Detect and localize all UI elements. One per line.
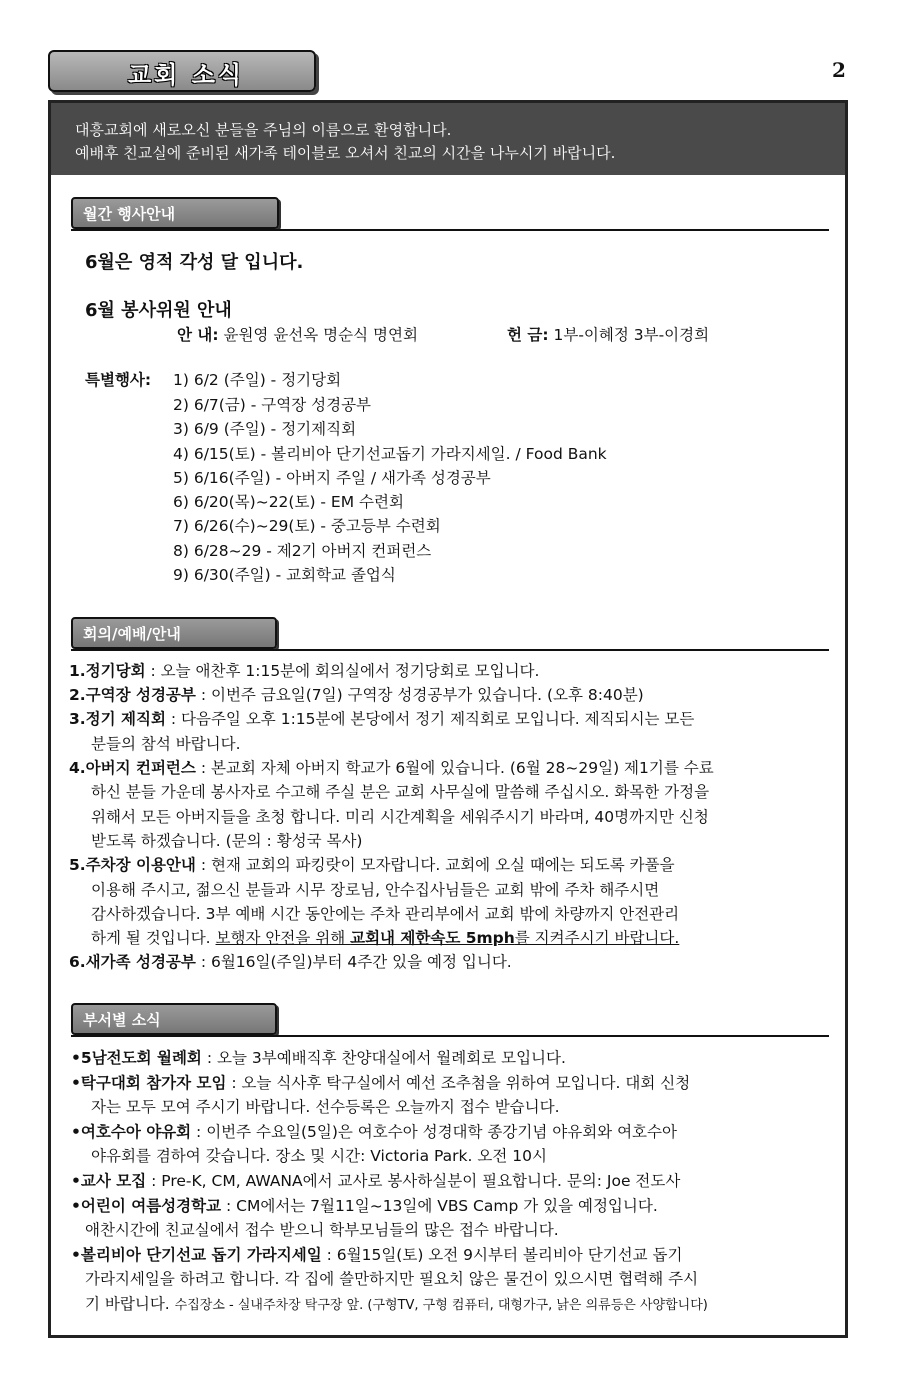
event-item: 2) 6/7(금) - 구역장 성경공부 xyxy=(173,396,372,414)
item-text: : 오늘 애찬후 1:15분에 회의실에서 정기당회로 모입니다. xyxy=(145,662,540,680)
dept-item-6-cont: 가라지세일을 하려고 합니다. 각 집에 쓸만하지만 필요치 않은 물건이 있으시면 협력해 주시 xyxy=(85,1270,699,1288)
dept-item-6-cont xyxy=(85,1294,708,1316)
item-text: : 본교회 자체 아버지 학교가 6월에 있습니다. (6월 28~29일) 제1기를 수료 xyxy=(195,759,714,777)
dept-item-5-cont: 애찬시간에 친교실에서 접수 받으니 학부모님들의 많은 접수 바랍니다. xyxy=(85,1221,559,1239)
item-title: •5남전도회 월례회 xyxy=(71,1049,202,1067)
dept-item-4 xyxy=(71,1171,680,1191)
section-rule xyxy=(71,649,829,651)
item-title: 2.구역장 성경공부 xyxy=(69,686,196,704)
item-text: : Pre-K, CM, AWANA에서 교사로 봉사하실분이 필요합니다. 문의: Joe 전도사 xyxy=(146,1172,681,1190)
monthly-headline: 6월은 영적 각성 달 입니다. xyxy=(85,252,304,273)
dept-item-2-cont: 자는 모두 모여 주시기 바랍니다. 선수등록은 오늘까지 접수 받습니다. xyxy=(91,1098,560,1116)
item-title: •어린이 여름성경학교 xyxy=(71,1197,222,1215)
item-text: : 현재 교회의 파킹랏이 모자랍니다. 교회에 오실 때에는 되도록 카풀을 xyxy=(195,856,675,874)
collection-note: 수집장소 - 실내주차장 탁구장 앞. (구형TV, 구형 컴퓨터, 대형가구, 낡은 의류등은 사양합니다) xyxy=(174,1298,708,1313)
event-item: 4) 6/15(토) - 볼리비아 단기선교돕기 가라지세일. / Food Bank xyxy=(173,445,607,463)
meeting-item-2 xyxy=(69,685,644,705)
special-events-label: 특별행사: xyxy=(85,371,152,389)
page-number: 2 xyxy=(832,58,846,82)
page-title: 교회 소식 xyxy=(128,61,245,89)
item-title: •탁구대회 참가자 모임 xyxy=(71,1074,227,1092)
item-title: 3.정기 제직회 xyxy=(69,710,166,728)
section-rule xyxy=(71,229,829,231)
welcome-banner xyxy=(51,103,845,175)
section-rule xyxy=(71,1035,829,1037)
meeting-item-5 xyxy=(69,855,675,875)
underlined-text: 보행자 안전을 위해 xyxy=(215,929,351,947)
dept-item-3-cont: 야유회를 겸하여 갖습니다. 장소 및 시간: Victoria Park. 오전 10시 xyxy=(91,1147,547,1165)
item-title: •볼리비아 단기선교 돕기 가라지세일 xyxy=(71,1246,322,1264)
dept-item-5 xyxy=(71,1196,658,1216)
event-item: 9) 6/30(주일) - 교회학교 졸업식 xyxy=(173,566,396,584)
meeting-item-4-cont: 위해서 모든 아버지들을 초청 합니다. 미리 시간계획을 세워주시기 바라며, 40명까지만 신청 xyxy=(91,808,709,826)
section-tab-departments xyxy=(71,1003,277,1035)
item-text: : 오늘 식사후 탁구실에서 예선 조추첨을 위하여 모입니다. 대회 신청 xyxy=(226,1074,691,1092)
offering-row xyxy=(507,325,709,345)
item-title: 4.아버지 컨퍼런스 xyxy=(69,759,196,777)
page-title-tab xyxy=(48,50,316,92)
event-item: 6) 6/20(목)~22(토) - EM 수련회 xyxy=(173,493,404,511)
meeting-item-3 xyxy=(69,709,694,729)
dept-item-2 xyxy=(71,1073,690,1093)
offering-label: 헌 금: xyxy=(507,326,549,344)
item-text: : 오늘 3부예배직후 찬양대실에서 월례회로 모입니다. xyxy=(201,1049,566,1067)
welcome-line-1: 대흥교회에 새로오신 분들을 주님의 이름으로 환영합니다. xyxy=(75,121,452,139)
guide-row xyxy=(177,325,418,345)
meeting-item-3-cont: 분들의 참석 바랍니다. xyxy=(91,735,241,753)
item-title: •교사 모집 xyxy=(71,1172,147,1190)
content-frame xyxy=(48,100,848,1338)
underlined-text: 를 지켜주시기 바랍니다. xyxy=(514,929,680,947)
item-text: : CM에서는 7월11일~13일에 VBS Camp 가 있을 예정입니다. xyxy=(221,1197,658,1215)
meeting-item-4-cont: 하신 분들 가운데 봉사자로 수고해 주실 분은 교회 사무실에 말씀해 주십시오. 화목한 가정을 xyxy=(91,783,710,801)
dept-item-3 xyxy=(71,1122,677,1142)
event-item: 8) 6/28~29 - 제2기 아버지 컨퍼런스 xyxy=(173,542,432,560)
guide-label: 안 내: xyxy=(177,326,219,344)
event-item: 3) 6/9 (주일) - 정기제직회 xyxy=(173,420,357,438)
welcome-line-2: 예배후 친교실에 준비된 새가족 테이블로 오셔서 친교의 시간을 나누시기 바랍니다. xyxy=(75,144,616,162)
volunteers-title: 6월 봉사위원 안내 xyxy=(85,300,232,321)
guide-names: 윤원영 윤선옥 명순식 명연회 xyxy=(223,326,418,344)
meeting-item-5-cont: 감사하겠습니다. 3부 예배 시간 동안에는 주차 관리부에서 교회 밖에 차량까지 안전관리 xyxy=(91,905,680,923)
section-tab-label: 월간 행사안내 xyxy=(83,205,176,223)
item-text: 하게 될 것입니다. xyxy=(91,929,216,947)
item-text: : 6월16일(주일)부터 4주간 있을 예정 입니다. xyxy=(195,953,512,971)
section-tab-label: 부서별 소식 xyxy=(83,1011,161,1029)
section-tab-label: 회의/예배/안내 xyxy=(83,625,181,643)
item-title: 6.새가족 성경공부 xyxy=(69,953,196,971)
meeting-item-4-cont: 받도록 하겠습니다. (문의 : 황성국 목사) xyxy=(91,832,363,850)
offering-names: 1부-이혜정 3부-이경희 xyxy=(553,326,710,344)
dept-item-1 xyxy=(71,1048,566,1068)
item-title: 1.정기당회 xyxy=(69,662,146,680)
speed-limit-text: 교회내 제한속도 5mph xyxy=(350,929,515,947)
item-text: : 이번주 금요일(7일) 구역장 성경공부가 있습니다. (오후 8:40분) xyxy=(195,686,644,704)
event-item: 7) 6/26(수)~29(토) - 중고등부 수련회 xyxy=(173,517,441,535)
meeting-item-5-cont xyxy=(91,928,679,948)
event-item: 5) 6/16(주일) - 아버지 주일 / 새가족 성경공부 xyxy=(173,469,491,487)
meeting-item-6 xyxy=(69,952,512,972)
section-tab-monthly xyxy=(71,197,279,229)
item-title: 5.주차장 이용안내 xyxy=(69,856,196,874)
item-text: : 6월15일(토) 오전 9시부터 볼리비아 단기선교 돕기 xyxy=(321,1246,683,1264)
item-title: •여호수아 야유회 xyxy=(71,1123,192,1141)
meeting-item-5-cont: 이용해 주시고, 젊으신 분들과 시무 장로님, 안수집사님들은 교회 밖에 주차 해주시면 xyxy=(91,881,660,899)
item-text: : 다음주일 오후 1:15분에 본당에서 정기 제직회로 모입니다. 제직되시는 모든 xyxy=(165,710,695,728)
item-text: : 이번주 수요일(5일)은 여호수아 성경대학 종강기념 야유회와 여호수아 xyxy=(191,1123,677,1141)
dept-item-6 xyxy=(71,1245,682,1265)
meeting-item-4 xyxy=(69,758,714,778)
event-item: 1) 6/2 (주일) - 정기당회 xyxy=(173,371,342,389)
meeting-item-1 xyxy=(69,661,539,681)
section-tab-meetings xyxy=(71,617,277,649)
item-text: 기 바랍니다. xyxy=(85,1295,175,1313)
